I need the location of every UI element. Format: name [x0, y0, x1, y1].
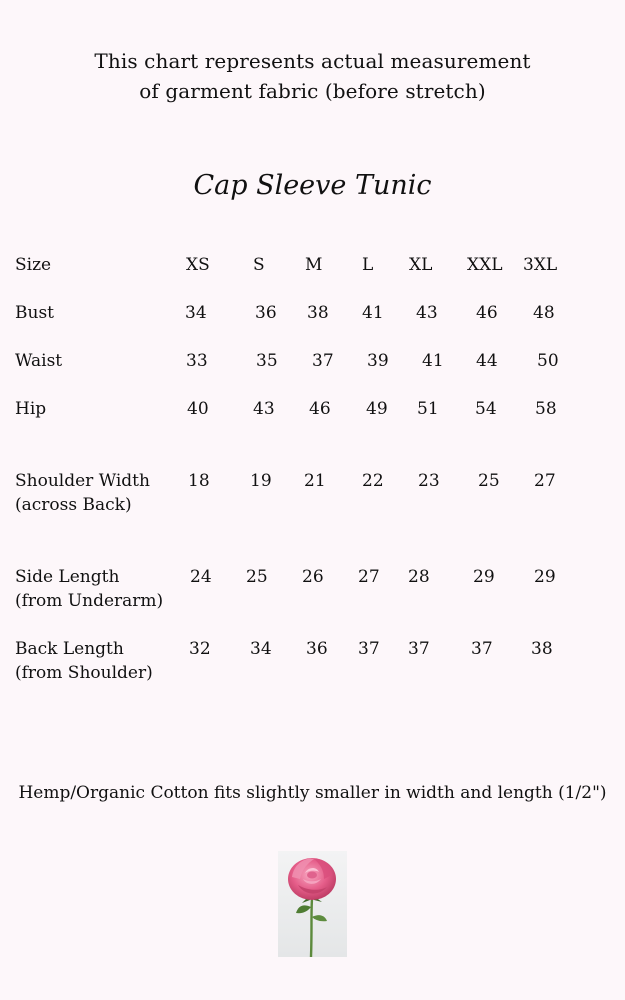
- cell-value: 41: [422, 351, 444, 371]
- cell-value: 21: [304, 471, 326, 491]
- cell-value: 18: [188, 471, 210, 491]
- cell-value: 33: [186, 351, 208, 371]
- cell-value: 27: [534, 471, 556, 491]
- row-sublabel: (across Back): [15, 495, 132, 515]
- cell-value: 50: [537, 351, 559, 371]
- cell-value: 37: [312, 351, 334, 371]
- cell-value: 41: [362, 303, 384, 323]
- cell-value: 39: [367, 351, 389, 371]
- cell-value: 37: [358, 639, 380, 659]
- cell-value: 28: [408, 567, 430, 587]
- cell-value: 38: [531, 639, 553, 659]
- size-header-label: Size: [15, 255, 52, 275]
- size-xxl: XXL: [467, 255, 503, 275]
- row-sublabel: (from Underarm): [15, 591, 164, 611]
- size-xl: XL: [409, 255, 433, 275]
- cell-value: 37: [408, 639, 430, 659]
- cell-value: 29: [473, 567, 495, 587]
- size-xs: XS: [186, 255, 210, 275]
- cell-value: 43: [253, 399, 275, 419]
- cell-value: 25: [478, 471, 500, 491]
- row-label: Side Length: [15, 567, 120, 587]
- cell-value: 38: [307, 303, 329, 323]
- row-label: Bust: [15, 303, 54, 323]
- cell-value: 40: [187, 399, 209, 419]
- row-label: Hip: [15, 399, 47, 419]
- cell-value: 58: [535, 399, 557, 419]
- size-m: M: [305, 255, 323, 275]
- size-s: S: [253, 255, 265, 275]
- page-title: Cap Sleeve Tunic: [193, 170, 432, 201]
- rose-image: [278, 851, 347, 957]
- cell-value: 46: [476, 303, 498, 323]
- cell-value: 32: [189, 639, 211, 659]
- size-l: L: [362, 255, 374, 275]
- cell-value: 26: [302, 567, 324, 587]
- cell-value: 25: [246, 567, 268, 587]
- cell-value: 48: [533, 303, 555, 323]
- cell-value: 46: [309, 399, 331, 419]
- intro-line-2: of garment fabric (before stretch): [139, 79, 486, 103]
- size-3xl: 3XL: [523, 255, 558, 275]
- row-label: Waist: [15, 351, 63, 371]
- cell-value: 54: [475, 399, 497, 419]
- cell-value: 24: [190, 567, 212, 587]
- cell-value: 19: [250, 471, 272, 491]
- cell-value: 22: [362, 471, 384, 491]
- cell-value: 23: [418, 471, 440, 491]
- cell-value: 36: [255, 303, 277, 323]
- cell-value: 27: [358, 567, 380, 587]
- cell-value: 49: [366, 399, 388, 419]
- cell-value: 43: [416, 303, 438, 323]
- row-sublabel: (from Shoulder): [15, 663, 153, 683]
- cell-value: 34: [185, 303, 207, 323]
- row-label: Back Length: [15, 639, 124, 659]
- cell-value: 29: [534, 567, 556, 587]
- cell-value: 44: [476, 351, 498, 371]
- fit-note: Hemp/Organic Cotton fits slightly smaller in width and length (1/2"): [18, 783, 607, 803]
- intro-line-1: This chart represents actual measurement: [94, 49, 531, 73]
- cell-value: 37: [471, 639, 493, 659]
- intro-text: [0, 46, 625, 106]
- cell-value: 34: [250, 639, 272, 659]
- row-label: Shoulder Width: [15, 471, 150, 491]
- cell-value: 51: [417, 399, 439, 419]
- cell-value: 35: [256, 351, 278, 371]
- cell-value: 36: [306, 639, 328, 659]
